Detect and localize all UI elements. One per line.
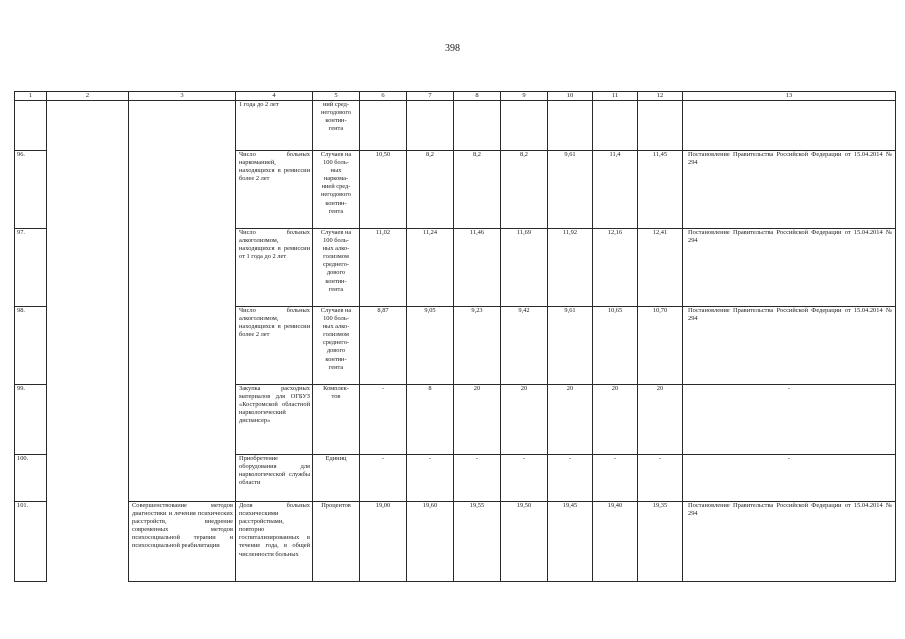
value-cell: 11,02 xyxy=(360,229,407,307)
value-cell: - xyxy=(454,455,501,502)
unit-cell: Процентов xyxy=(313,502,360,582)
measure-cell xyxy=(129,229,236,307)
source-cell: Постановление Правительства Российской Федерации от 15.04.2014 № 294 xyxy=(683,229,896,307)
value-cell xyxy=(360,101,407,151)
table-row xyxy=(15,455,896,502)
value-cell: 9,42 xyxy=(501,307,548,385)
column-header: 4 xyxy=(236,92,313,101)
measure-cell xyxy=(129,101,236,151)
row-number-cell: 97. xyxy=(15,229,47,307)
program-cell xyxy=(47,455,129,502)
table-row xyxy=(15,229,896,307)
column-header-row xyxy=(15,92,896,101)
value-cell: 12,16 xyxy=(593,229,638,307)
value-cell xyxy=(454,101,501,151)
source-cell: Постановление Правительства Российской Федерации от 15.04.2014 № 294 xyxy=(683,151,896,229)
value-cell: 10,70 xyxy=(638,307,683,385)
value-cell: 19,00 xyxy=(360,502,407,582)
value-cell: 10,50 xyxy=(360,151,407,229)
value-cell: 11,4 xyxy=(593,151,638,229)
unit-cell: ний сред- негодового контин- гента xyxy=(313,101,360,151)
measure-cell xyxy=(129,307,236,385)
column-header: 9 xyxy=(501,92,548,101)
indicator-cell: Доля больных психическими расстройствами, повторно госпитализированных в течение года, в общей численности больных xyxy=(236,502,313,582)
program-cell xyxy=(47,307,129,385)
value-cell: 20 xyxy=(501,385,548,455)
value-cell: - xyxy=(638,455,683,502)
value-cell xyxy=(501,101,548,151)
value-cell: 20 xyxy=(548,385,593,455)
value-cell: 8,2 xyxy=(454,151,501,229)
value-cell: 11,69 xyxy=(501,229,548,307)
indicator-cell: Закупка расходных материалов для ОГБУЗ «Костромской областной наркологический диспансер» xyxy=(236,385,313,455)
value-cell: 8,2 xyxy=(501,151,548,229)
value-cell: 9,05 xyxy=(407,307,454,385)
value-cell: 19,45 xyxy=(548,502,593,582)
value-cell: - xyxy=(360,385,407,455)
source-cell: Постановление Правительства Российской Федерации от 15.04.2014 № 294 xyxy=(683,307,896,385)
source-cell: - xyxy=(683,455,896,502)
row-number-cell: 101. xyxy=(15,502,47,582)
value-cell: 19,40 xyxy=(593,502,638,582)
table-row xyxy=(15,101,896,151)
value-cell: 11,24 xyxy=(407,229,454,307)
value-cell: 9,61 xyxy=(548,307,593,385)
value-cell: 20 xyxy=(454,385,501,455)
column-header: 2 xyxy=(47,92,129,101)
value-cell xyxy=(638,101,683,151)
column-header: 11 xyxy=(593,92,638,101)
program-cell xyxy=(47,101,129,151)
unit-cell: Комплек- тов xyxy=(313,385,360,455)
value-cell: 19,60 xyxy=(407,502,454,582)
value-cell: 9,61 xyxy=(548,151,593,229)
unit-cell: Единиц xyxy=(313,455,360,502)
measure-cell xyxy=(129,455,236,502)
value-cell: 11,45 xyxy=(638,151,683,229)
measure-cell xyxy=(129,151,236,229)
row-number-cell: 99. xyxy=(15,385,47,455)
column-header: 13 xyxy=(683,92,896,101)
value-cell: 8,2 xyxy=(407,151,454,229)
source-cell xyxy=(683,101,896,151)
row-number-cell xyxy=(15,101,47,151)
program-cell xyxy=(47,385,129,455)
indicator-cell: Число больных наркоманией, находящихся в ремиссии более 2 лет xyxy=(236,151,313,229)
table-row xyxy=(15,151,896,229)
value-cell: 8 xyxy=(407,385,454,455)
value-cell xyxy=(593,101,638,151)
source-cell: Постановление Правительства Российской Федерации от 15.04.2014 № 294 xyxy=(683,502,896,582)
table-row xyxy=(15,307,896,385)
value-cell: 20 xyxy=(638,385,683,455)
column-header: 3 xyxy=(129,92,236,101)
value-cell: 20 xyxy=(593,385,638,455)
row-number-cell: 100. xyxy=(15,455,47,502)
indicator-cell: Число больных алкоголизмом, находящихся в ремиссии более 2 лет xyxy=(236,307,313,385)
value-cell: 19,55 xyxy=(454,502,501,582)
value-cell: 11,46 xyxy=(454,229,501,307)
value-cell: - xyxy=(548,455,593,502)
indicators-table xyxy=(14,91,896,582)
unit-cell: Случаев на 100 боль- ных алко- голизмом среднего- дового контин- гента xyxy=(313,307,360,385)
column-header: 7 xyxy=(407,92,454,101)
unit-cell: Случаев на 100 боль- ных наркома- нией сред- негодового контин- гента xyxy=(313,151,360,229)
indicator-cell: 1 года до 2 лет xyxy=(236,101,313,151)
value-cell: 19,50 xyxy=(501,502,548,582)
table-row xyxy=(15,502,896,582)
column-header: 1 xyxy=(15,92,47,101)
row-number-cell: 98. xyxy=(15,307,47,385)
value-cell: - xyxy=(360,455,407,502)
measure-cell: Совершенствование методов диагностики и лечения психических расстройств, внедрение современных методов психосоциальной терапии и психосоциальной реабилитации xyxy=(129,502,236,582)
column-header: 6 xyxy=(360,92,407,101)
program-cell xyxy=(47,229,129,307)
value-cell: - xyxy=(501,455,548,502)
program-cell xyxy=(47,151,129,229)
row-number-cell: 96. xyxy=(15,151,47,229)
value-cell: - xyxy=(593,455,638,502)
table-row xyxy=(15,385,896,455)
unit-cell: Случаев на 100 боль- ных алко- голизмом среднего- дового контин- гента xyxy=(313,229,360,307)
program-cell xyxy=(47,502,129,582)
value-cell xyxy=(548,101,593,151)
value-cell: 8,87 xyxy=(360,307,407,385)
page-number: 398 xyxy=(445,43,460,54)
value-cell: - xyxy=(407,455,454,502)
value-cell: 11,92 xyxy=(548,229,593,307)
value-cell: 12,41 xyxy=(638,229,683,307)
value-cell: 9,23 xyxy=(454,307,501,385)
value-cell: 19,35 xyxy=(638,502,683,582)
column-header: 12 xyxy=(638,92,683,101)
value-cell: 10,65 xyxy=(593,307,638,385)
indicator-cell: Число больных алкоголизмом, находящихся в ремиссии от 1 года до 2 лет xyxy=(236,229,313,307)
column-header: 5 xyxy=(313,92,360,101)
column-header: 8 xyxy=(454,92,501,101)
value-cell xyxy=(407,101,454,151)
indicator-cell: Приобретение оборудования для наркологической службы области xyxy=(236,455,313,502)
source-cell: - xyxy=(683,385,896,455)
column-header: 10 xyxy=(548,92,593,101)
measure-cell xyxy=(129,385,236,455)
